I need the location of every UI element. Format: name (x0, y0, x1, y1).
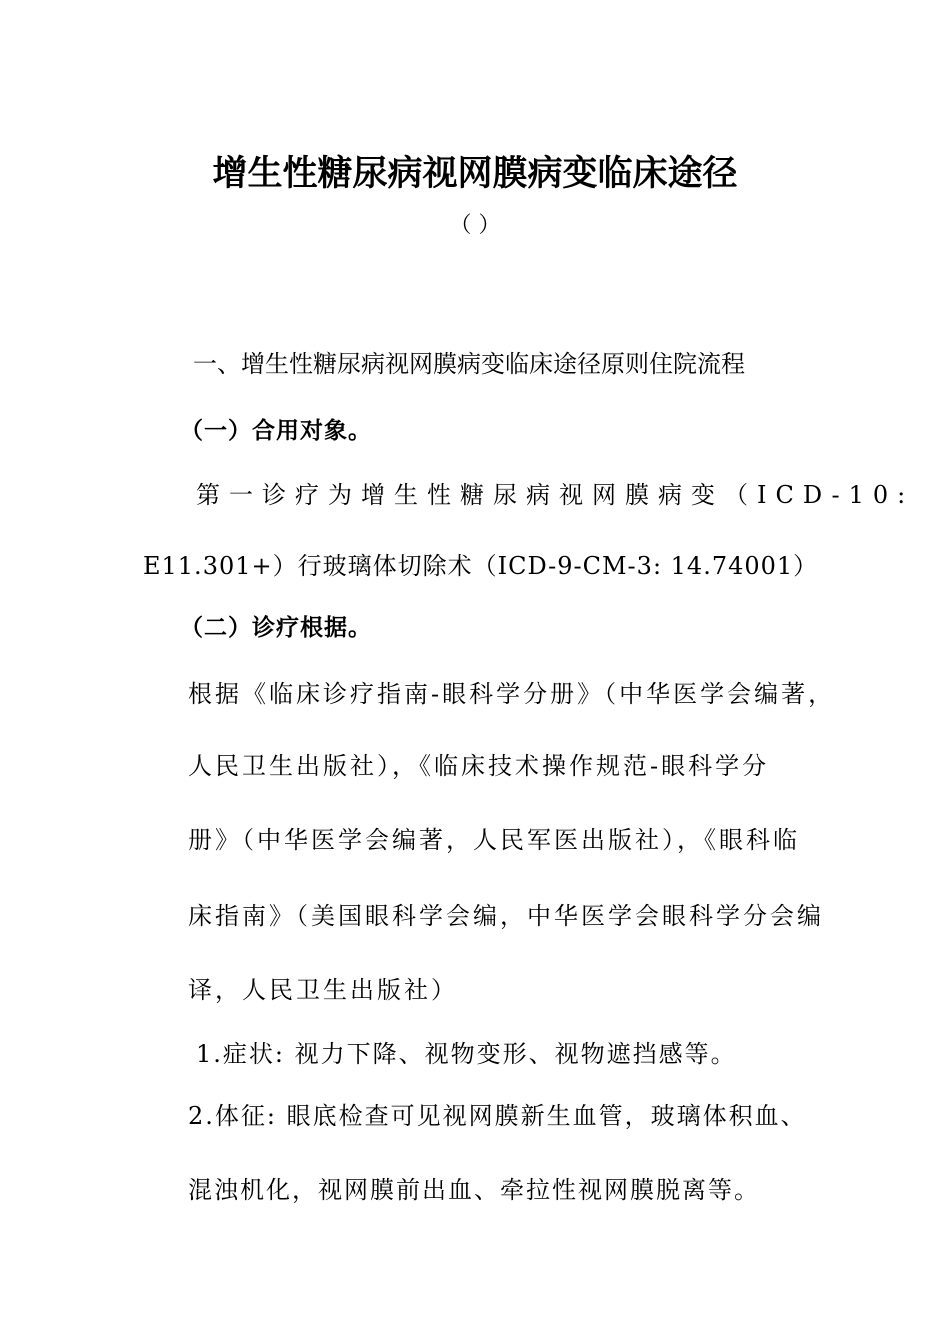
subsection-1-line-2: E11.301+）行玻璃体切除术（ICD-9-CM-3: 14.74001） (143, 552, 819, 580)
subsection-2-line-5: 译，人民卫生出版社） (188, 976, 458, 1004)
sign-item-line-1: 2.体征: 眼底检查可见视网膜新生血管，玻璃体积血、 (188, 1102, 807, 1130)
subsection-1-line-1: 第一诊疗为增生性糖尿病视网膜病变（ICD-10: (196, 481, 915, 509)
subsection-1-heading: （一）合用对象。 (180, 418, 372, 444)
subsection-2-line-4: 床指南》（美国眼科学会编，中华医学会眼科学分会编 (188, 902, 824, 930)
subsection-2-heading: （二）诊疗根据。 (180, 615, 372, 641)
subsection-2-line-3: 册》（中华医学会编著，人民军医出版社），《眼科临 (188, 826, 800, 854)
subsection-2-line-2: 人民卫生出版社），《临床技术操作规范-眼科学分 (188, 752, 770, 780)
subsection-2-line-1: 根据《临床诊疗指南-眼科学分册》（中华医学会编著， (188, 680, 836, 708)
symptom-item: 1.症状: 视力下降、视物变形、视物遮挡感等。 (196, 1040, 737, 1068)
section-heading: 一、增生性糖尿病视网膜病变临床途径原则住院流程 (193, 350, 745, 378)
document-subtitle: （ ） (449, 213, 501, 238)
sign-item-line-2: 混浊机化，视网膜前出血、牵拉性视网膜脱离等。 (188, 1176, 760, 1204)
document-title: 增生性糖尿病视网膜病变临床途径 (212, 154, 738, 194)
